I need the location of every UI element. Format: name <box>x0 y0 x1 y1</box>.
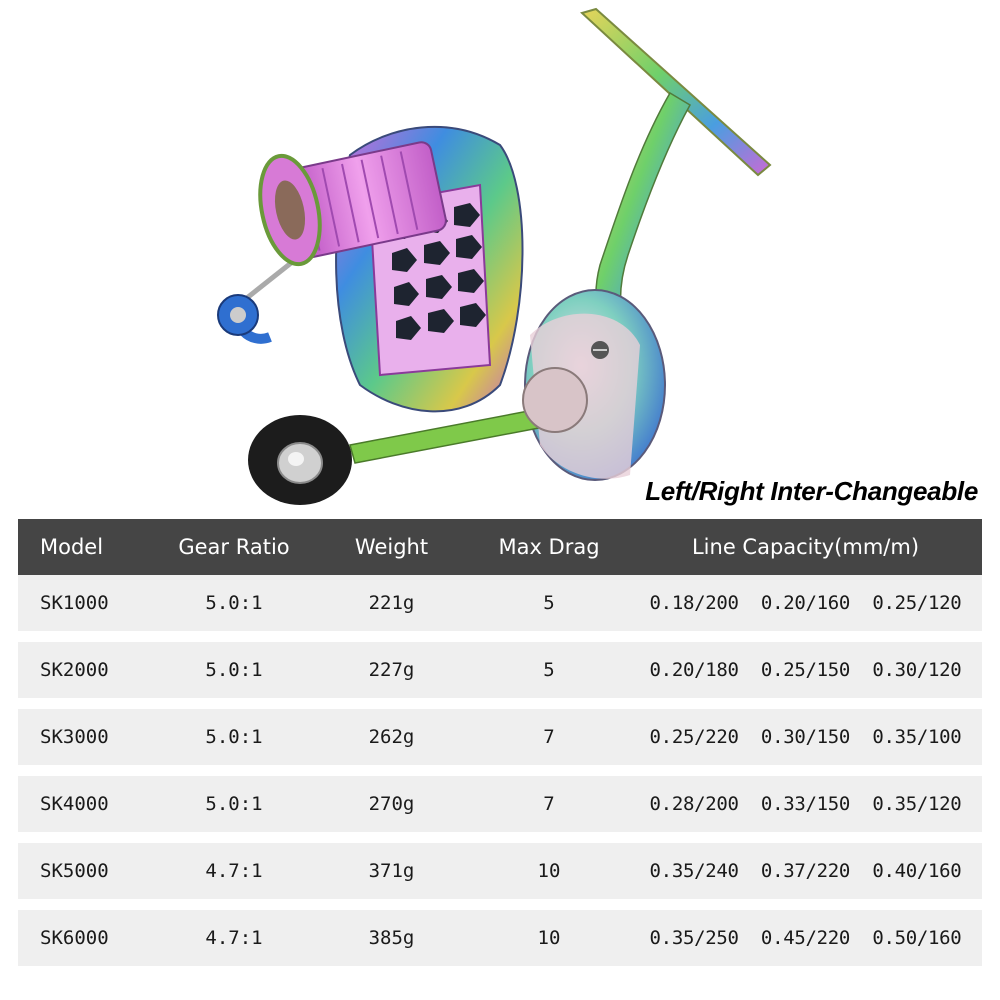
gear-ratio-cell: 5.0:1 <box>154 637 314 704</box>
max-drag-cell: 5 <box>469 575 629 637</box>
max-drag-cell: 7 <box>469 704 629 771</box>
weight-cell: 221g <box>314 575 469 637</box>
model-cell: SK5000 <box>18 838 154 905</box>
model-cell: SK4000 <box>18 771 154 838</box>
table-row <box>18 838 982 905</box>
line-capacity-cell: 0.25/220 0.30/150 0.35/100 <box>629 704 982 771</box>
header-line-capacity: Line Capacity(mm/m) <box>629 519 982 575</box>
model-cell: SK6000 <box>18 905 154 968</box>
line-capacity-cell: 0.20/180 0.25/150 0.30/120 <box>629 637 982 704</box>
header-weight: Weight <box>314 519 469 575</box>
weight-cell: 227g <box>314 637 469 704</box>
header-gear-ratio: Gear Ratio <box>154 519 314 575</box>
model-cell: SK2000 <box>18 637 154 704</box>
weight-cell: 262g <box>314 704 469 771</box>
header-max-drag: Max Drag <box>469 519 629 575</box>
gear-ratio-cell: 5.0:1 <box>154 704 314 771</box>
line-capacity-cell: 0.35/240 0.37/220 0.40/160 <box>629 838 982 905</box>
line-capacity-cell: 0.35/250 0.45/220 0.50/160 <box>629 905 982 968</box>
table-row <box>18 575 982 637</box>
gear-ratio-cell: 5.0:1 <box>154 575 314 637</box>
table-row <box>18 704 982 771</box>
table-row <box>18 771 982 838</box>
model-cell: SK1000 <box>18 575 154 637</box>
weight-cell: 270g <box>314 771 469 838</box>
gear-ratio-cell: 5.0:1 <box>154 771 314 838</box>
interchangeable-handle-caption: Left/Right Inter-Changeable <box>645 476 978 506</box>
gear-ratio-cell: 4.7:1 <box>154 838 314 905</box>
table-row <box>18 637 982 704</box>
gear-ratio-cell: 4.7:1 <box>154 905 314 968</box>
line-capacity-cell: 0.28/200 0.33/150 0.35/120 <box>629 771 982 838</box>
table-row <box>18 905 982 968</box>
model-cell: SK3000 <box>18 704 154 771</box>
line-capacity-cell: 0.18/200 0.20/160 0.25/120 <box>629 575 982 637</box>
fishing-reel-image <box>200 5 790 505</box>
spec-table-header-row <box>18 519 982 575</box>
max-drag-cell: 10 <box>469 838 629 905</box>
header-model: Model <box>18 519 154 575</box>
weight-cell: 371g <box>314 838 469 905</box>
max-drag-cell: 7 <box>469 771 629 838</box>
max-drag-cell: 10 <box>469 905 629 968</box>
max-drag-cell: 5 <box>469 637 629 704</box>
weight-cell: 385g <box>314 905 469 968</box>
spec-table <box>18 519 982 968</box>
